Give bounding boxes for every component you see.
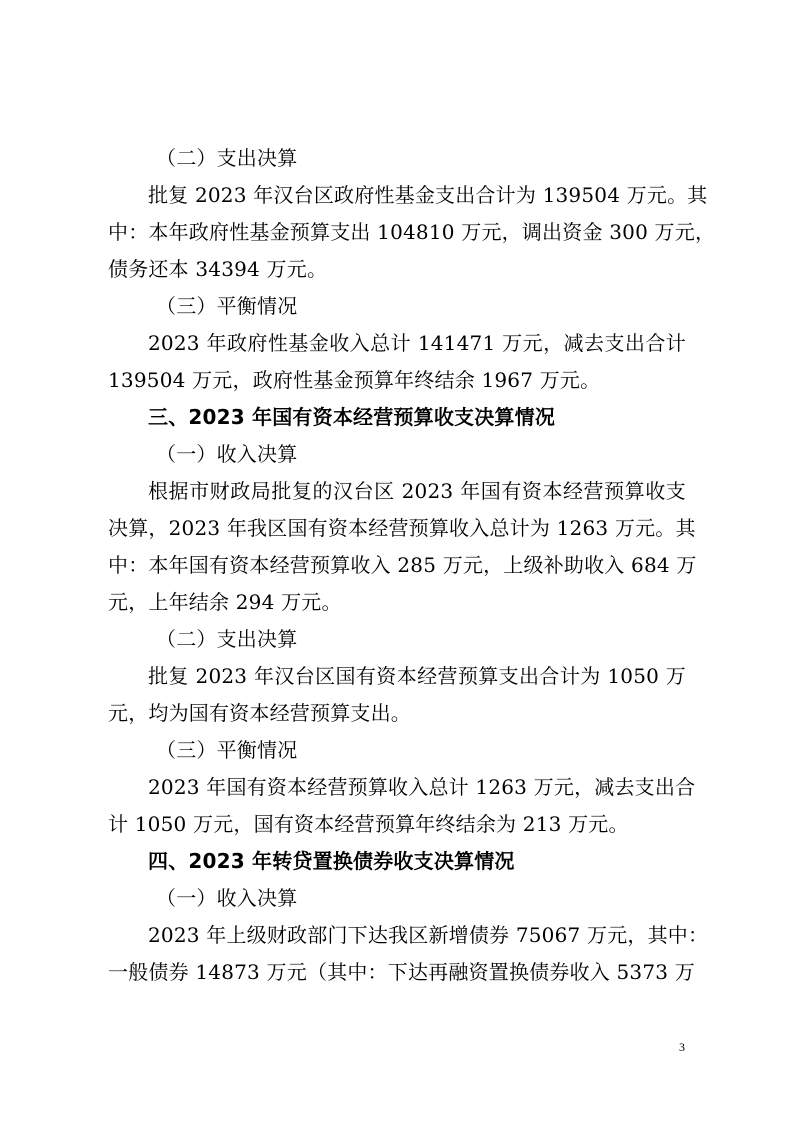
subheading-expenditure-capital: （二）支出决算 <box>156 627 298 651</box>
subheading-balance-capital: （三）平衡情况 <box>156 738 298 762</box>
paragraph-line: 中：本年政府性基金预算支出 104810 万元，调出资金 300 万元， <box>108 220 716 244</box>
paragraph-line: 元，上年结余 294 万元。 <box>108 590 342 614</box>
paragraph-line: 批复 2023 年汉台区国有资本经营预算支出合计为 1050 万 <box>148 664 686 688</box>
subheading-expenditure-fund: （二）支出决算 <box>156 146 298 170</box>
paragraph-line: 元，均为国有资本经营预算支出。 <box>108 701 411 725</box>
paragraph-line: 根据市财政局批复的汉台区 2023 年国有资本经营预算收支 <box>148 479 686 503</box>
paragraph-line: 2023 年上级财政部门下达我区新增债券 75067 万元，其中： <box>148 923 709 947</box>
paragraph-line: 139504 万元，政府性基金预算年终结余 1967 万元。 <box>108 368 601 392</box>
paragraph-line: 批复 2023 年汉台区政府性基金支出合计为 139504 万元。其 <box>148 183 708 207</box>
document-body <box>108 140 716 991</box>
subheading-revenue-bonds: （一）收入决算 <box>156 886 298 910</box>
paragraph-line: 债务还本 34394 万元。 <box>108 257 328 281</box>
paragraph-line: 2023 年政府性基金收入总计 141471 万元，减去支出合计 <box>148 331 686 355</box>
subheading-balance-fund: （三）平衡情况 <box>156 294 298 318</box>
subheading-revenue-capital: （一）收入决算 <box>156 442 298 466</box>
paragraph-line: 一般债券 14873 万元（其中：下达再融资置换债券收入 5373 万 <box>108 960 695 984</box>
section-heading-bonds: 四、2023 年转贷置换债券收支决算情况 <box>148 849 515 873</box>
paragraph-line: 计 1050 万元，国有资本经营预算年终结余为 213 万元。 <box>108 812 629 836</box>
paragraph-line: 中：本年国有资本经营预算收入 285 万元，上级补助收入 684 万 <box>108 553 697 577</box>
paragraph-line: 2023 年国有资本经营预算收入总计 1263 万元，减去支出合 <box>148 775 696 799</box>
section-heading-state-capital: 三、2023 年国有资本经营预算收支决算情况 <box>148 405 556 429</box>
page-number: 3 <box>679 1040 685 1054</box>
paragraph-line: 决算，2023 年我区国有资本经营预算收入总计为 1263 万元。其 <box>108 516 696 540</box>
